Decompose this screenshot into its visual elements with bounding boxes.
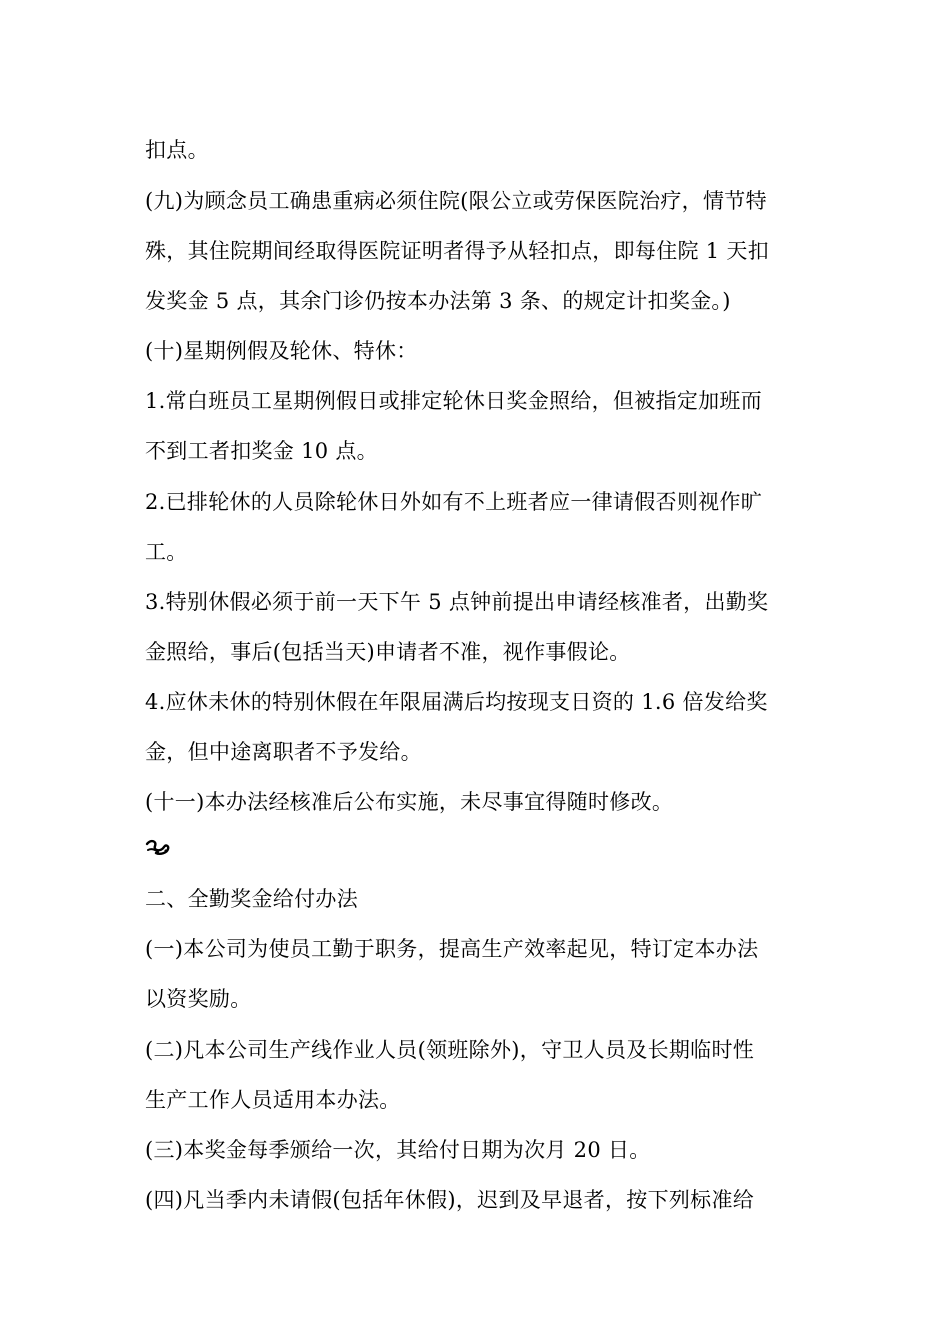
text-line: 殊，其住院期间经取得医院证明者得予从轻扣点，即每住院 1 天扣 — [145, 239, 770, 263]
text-line: 4.应休未休的特别休假在年限届满后均按现支日资的 1.6 倍发给奖 — [145, 690, 768, 714]
text-line: (九)为顾念员工确患重病必须住院(限公立或劳保医院治疗，情节特 — [145, 189, 767, 213]
text-line: (三)本奖金每季颁给一次，其给付日期为次月 20 日。 — [145, 1138, 651, 1162]
text-line: 1.常白班员工星期例假日或排定轮休日奖金照给，但被指定加班而 — [145, 389, 763, 413]
text-line: (二)凡本公司生产线作业人员(领班除外)，守卫人员及长期临时性 — [145, 1038, 755, 1062]
text-line: 扣点。 — [145, 138, 209, 162]
text-line: (十一)本办法经核准后公布实施，未尽事宜得随时修改。 — [145, 790, 674, 814]
decorative-flourish-icon — [145, 838, 171, 858]
text-line: 金照给，事后(包括当天)申请者不准，视作事假论。 — [145, 640, 631, 664]
text-line: 以资奖励。 — [145, 987, 252, 1011]
text-line: 发奖金 5 点，其余门诊仍按本办法第 3 条、的规定计扣奖金。) — [145, 289, 731, 313]
text-line: 不到工者扣奖金 10 点。 — [145, 439, 378, 463]
text-line: (四)凡当季内未请假(包括年休假)，迟到及早退者，按下列标准给 — [145, 1188, 755, 1212]
text-line: 工。 — [145, 540, 188, 564]
text-line: (十)星期例假及轮休、特休： — [145, 339, 418, 363]
text-line: 3.特别休假必须于前一天下午 5 点钟前提出申请经核准者，出勤奖 — [145, 590, 769, 614]
text-line: 2.已排轮休的人员除轮休日外如有不上班者应一律请假否则视作旷 — [145, 490, 763, 514]
text-line: 生产工作人员适用本办法。 — [145, 1088, 401, 1112]
text-line: (一)本公司为使员工勤于职务，提高生产效率起见，特订定本办法 — [145, 937, 759, 961]
section-heading: 二、全勤奖金给付办法 — [145, 887, 358, 911]
text-line: 金，但中途离职者不予发给。 — [145, 740, 422, 764]
